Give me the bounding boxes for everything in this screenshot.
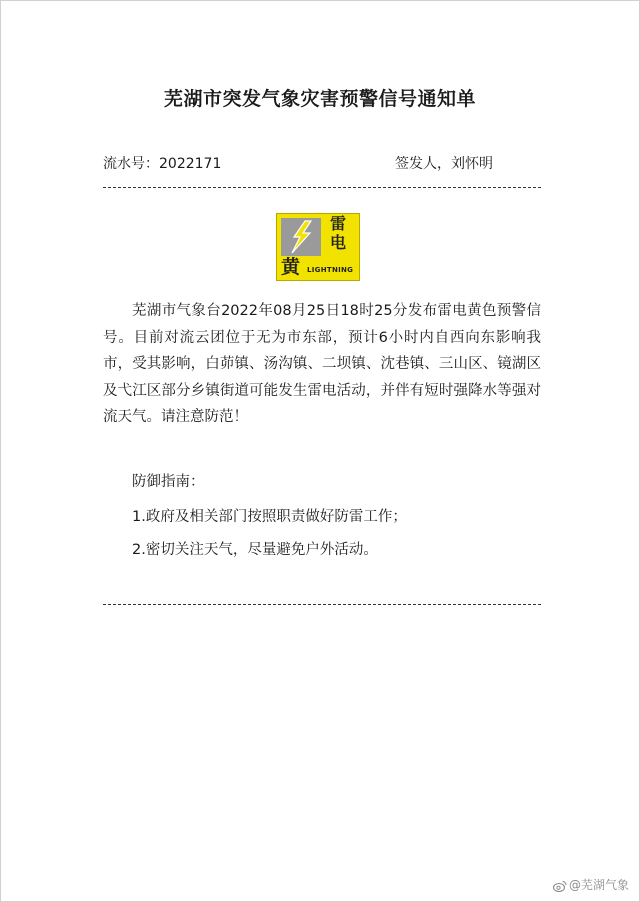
warning-char-top: 雷 [330, 214, 347, 233]
watermark [553, 876, 629, 893]
guide-item: 2.密切关注天气，尽量避免户外活动。 [132, 542, 378, 558]
watermark-text: @芜湖气象 [569, 878, 630, 892]
warning-body-text: 芜湖市气象台2022年08月25日18时25分发布雷电黄色预警信号。目前对流云团位于无为市东部，预计6小时内自西向东影响我市，受其影响，白茆镇、汤沟镇、二坝镇、沈巷镇、三山区、镜湖区及弋江区部分乡镇街道可能发生雷电活动，并伴有短时强降水等强对流天气。请注意防范！ [103, 303, 541, 425]
weibo-icon [553, 880, 567, 892]
document-title: 芜湖市突发气象灾害预警信号通知单 [163, 88, 476, 110]
warning-char-middle: 电 [330, 233, 347, 252]
top-divider [103, 187, 541, 188]
lightning-warning-icon [276, 213, 360, 281]
guide-item: 1.政府及相关部门按照职责做好防雷工作； [132, 509, 407, 525]
guide-title: 防御指南： [132, 474, 205, 490]
bottom-divider [103, 604, 541, 605]
warning-level-char: 黄 [281, 256, 301, 278]
lightning-bolt-icon [281, 218, 321, 256]
serial-number: 流水号：2022171 [103, 156, 222, 172]
signer: 签发人，刘怀明 [395, 156, 493, 172]
warning-english-label: LIGHTNING [307, 266, 354, 274]
warning-icon-panel [281, 218, 321, 256]
